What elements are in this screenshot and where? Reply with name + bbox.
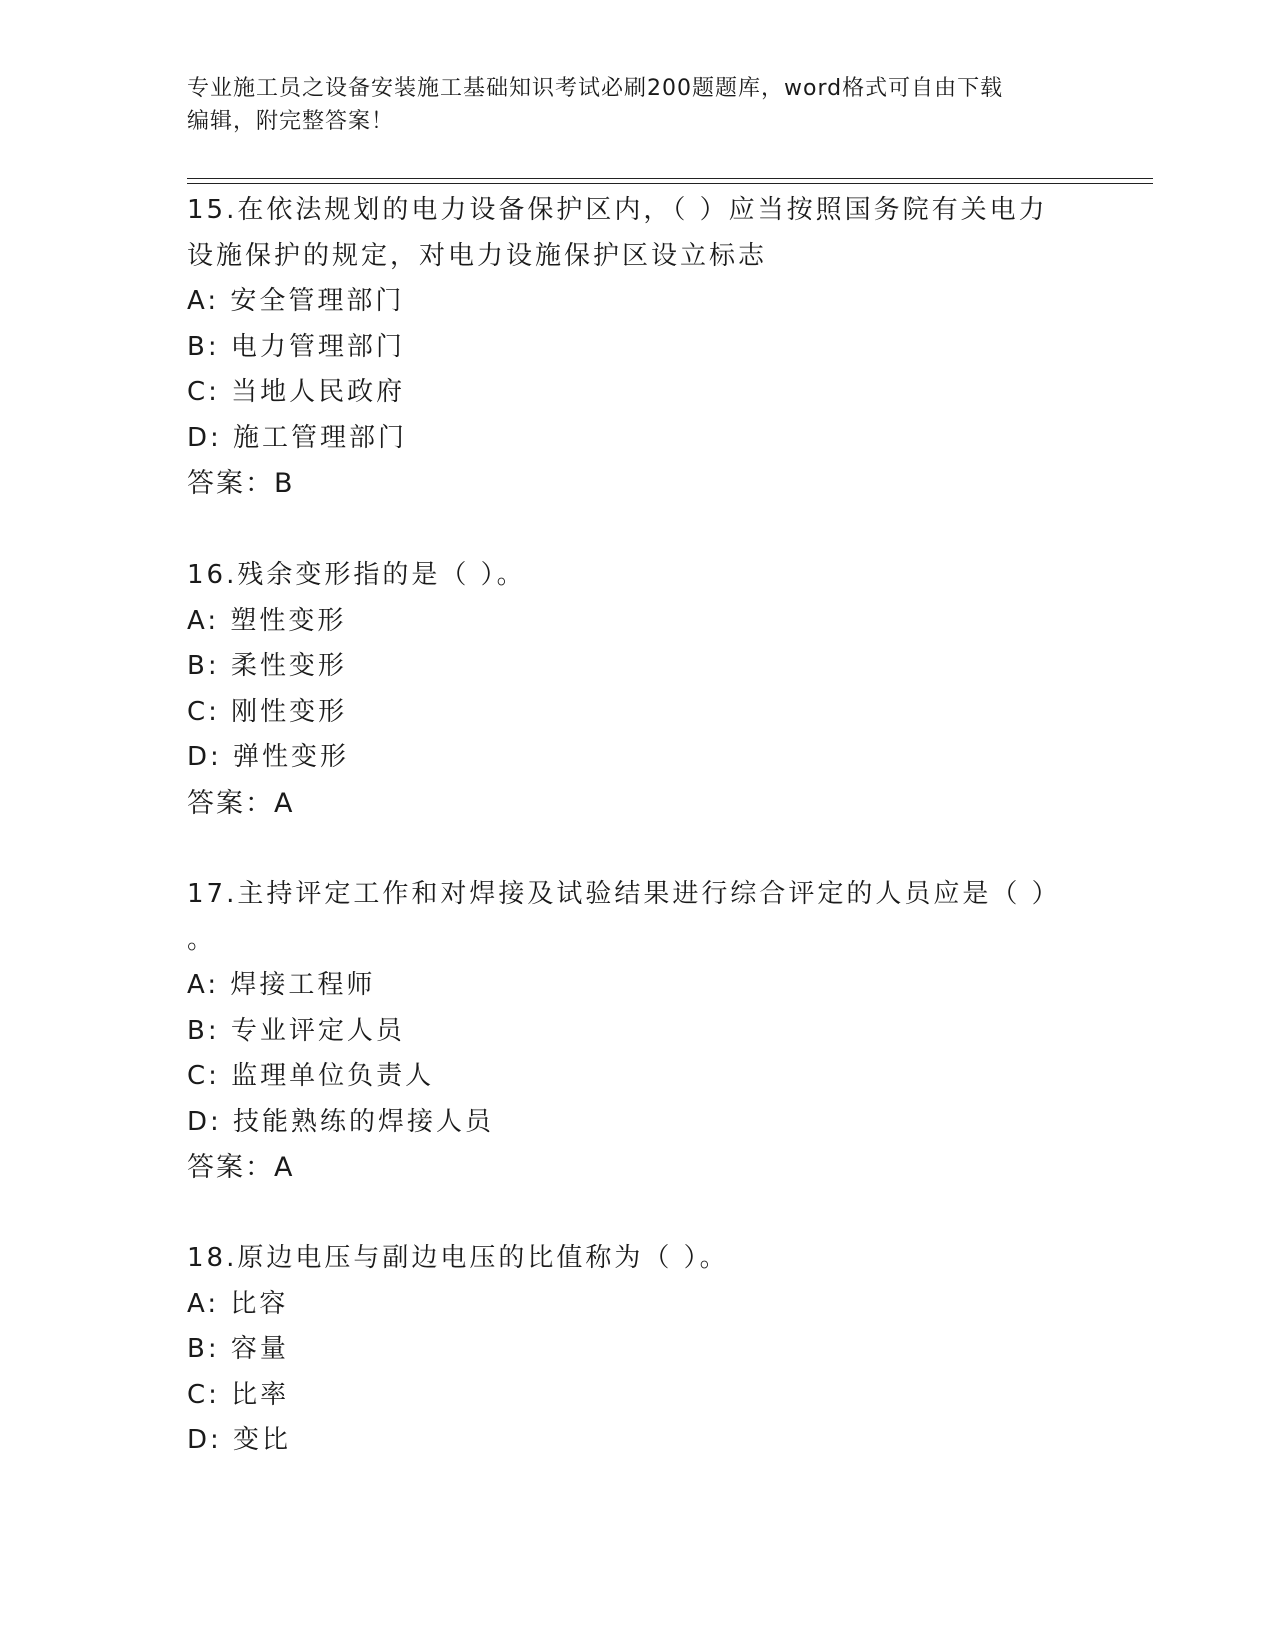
option-a: A: 塑性变形 — [187, 605, 347, 636]
question-15 — [187, 188, 1087, 507]
option-a: A: 焊接工程师 — [187, 970, 376, 1000]
question-17 — [187, 872, 1087, 1191]
option-d: D: 弹性变形 — [187, 742, 350, 772]
option-d: D: 施工管理部门 — [187, 422, 408, 453]
option-c: C: 刚性变形 — [187, 696, 348, 727]
option-b: B: 柔性变形 — [187, 651, 347, 681]
header-divider-top — [187, 178, 1153, 179]
option-a: A: 安全管理部门 — [187, 286, 405, 316]
option-c: C: 比率 — [187, 1379, 290, 1410]
question-stem-line: 16.残余变形指的是（ ）。 — [187, 560, 526, 590]
option-b: B: 容量 — [187, 1334, 289, 1364]
question-stem-line: 18.原边电压与副边电压的比值称为（ ）。 — [187, 1243, 729, 1273]
header-line-1: 专业施工员之设备安装施工基础知识考试必刷200题题库，word格式可自由下载 — [187, 76, 1004, 101]
answer-line: 答案：B — [187, 468, 295, 499]
question-18 — [187, 1236, 1087, 1464]
header-line-2: 编辑，附完整答案！ — [187, 109, 395, 134]
question-stem-line: 。 — [187, 924, 217, 955]
question-stem-line: 15.在依法规划的电力设备保护区内，（ ）应当按照国务院有关电力 — [187, 195, 1048, 225]
option-b: B: 专业评定人员 — [187, 1015, 405, 1046]
header-divider-bottom — [187, 183, 1153, 184]
option-d: D: 技能熟练的焊接人员 — [187, 1106, 495, 1137]
answer-line: 答案：A — [187, 1152, 295, 1183]
question-stem-line: 设施保护的规定，对电力设施保护区设立标志 — [187, 240, 768, 271]
document-header — [187, 72, 1077, 138]
option-c: C: 监理单位负责人 — [187, 1061, 435, 1091]
question-16 — [187, 553, 1087, 826]
option-a: A: 比容 — [187, 1288, 289, 1319]
option-c: C: 当地人民政府 — [187, 377, 406, 407]
option-d: D: 变比 — [187, 1425, 292, 1455]
answer-line: 答案：A — [187, 787, 295, 819]
option-b: B: 电力管理部门 — [187, 331, 405, 362]
question-stem-line: 17.主持评定工作和对焊接及试验结果进行综合评定的人员应是（ ） — [187, 879, 1061, 909]
